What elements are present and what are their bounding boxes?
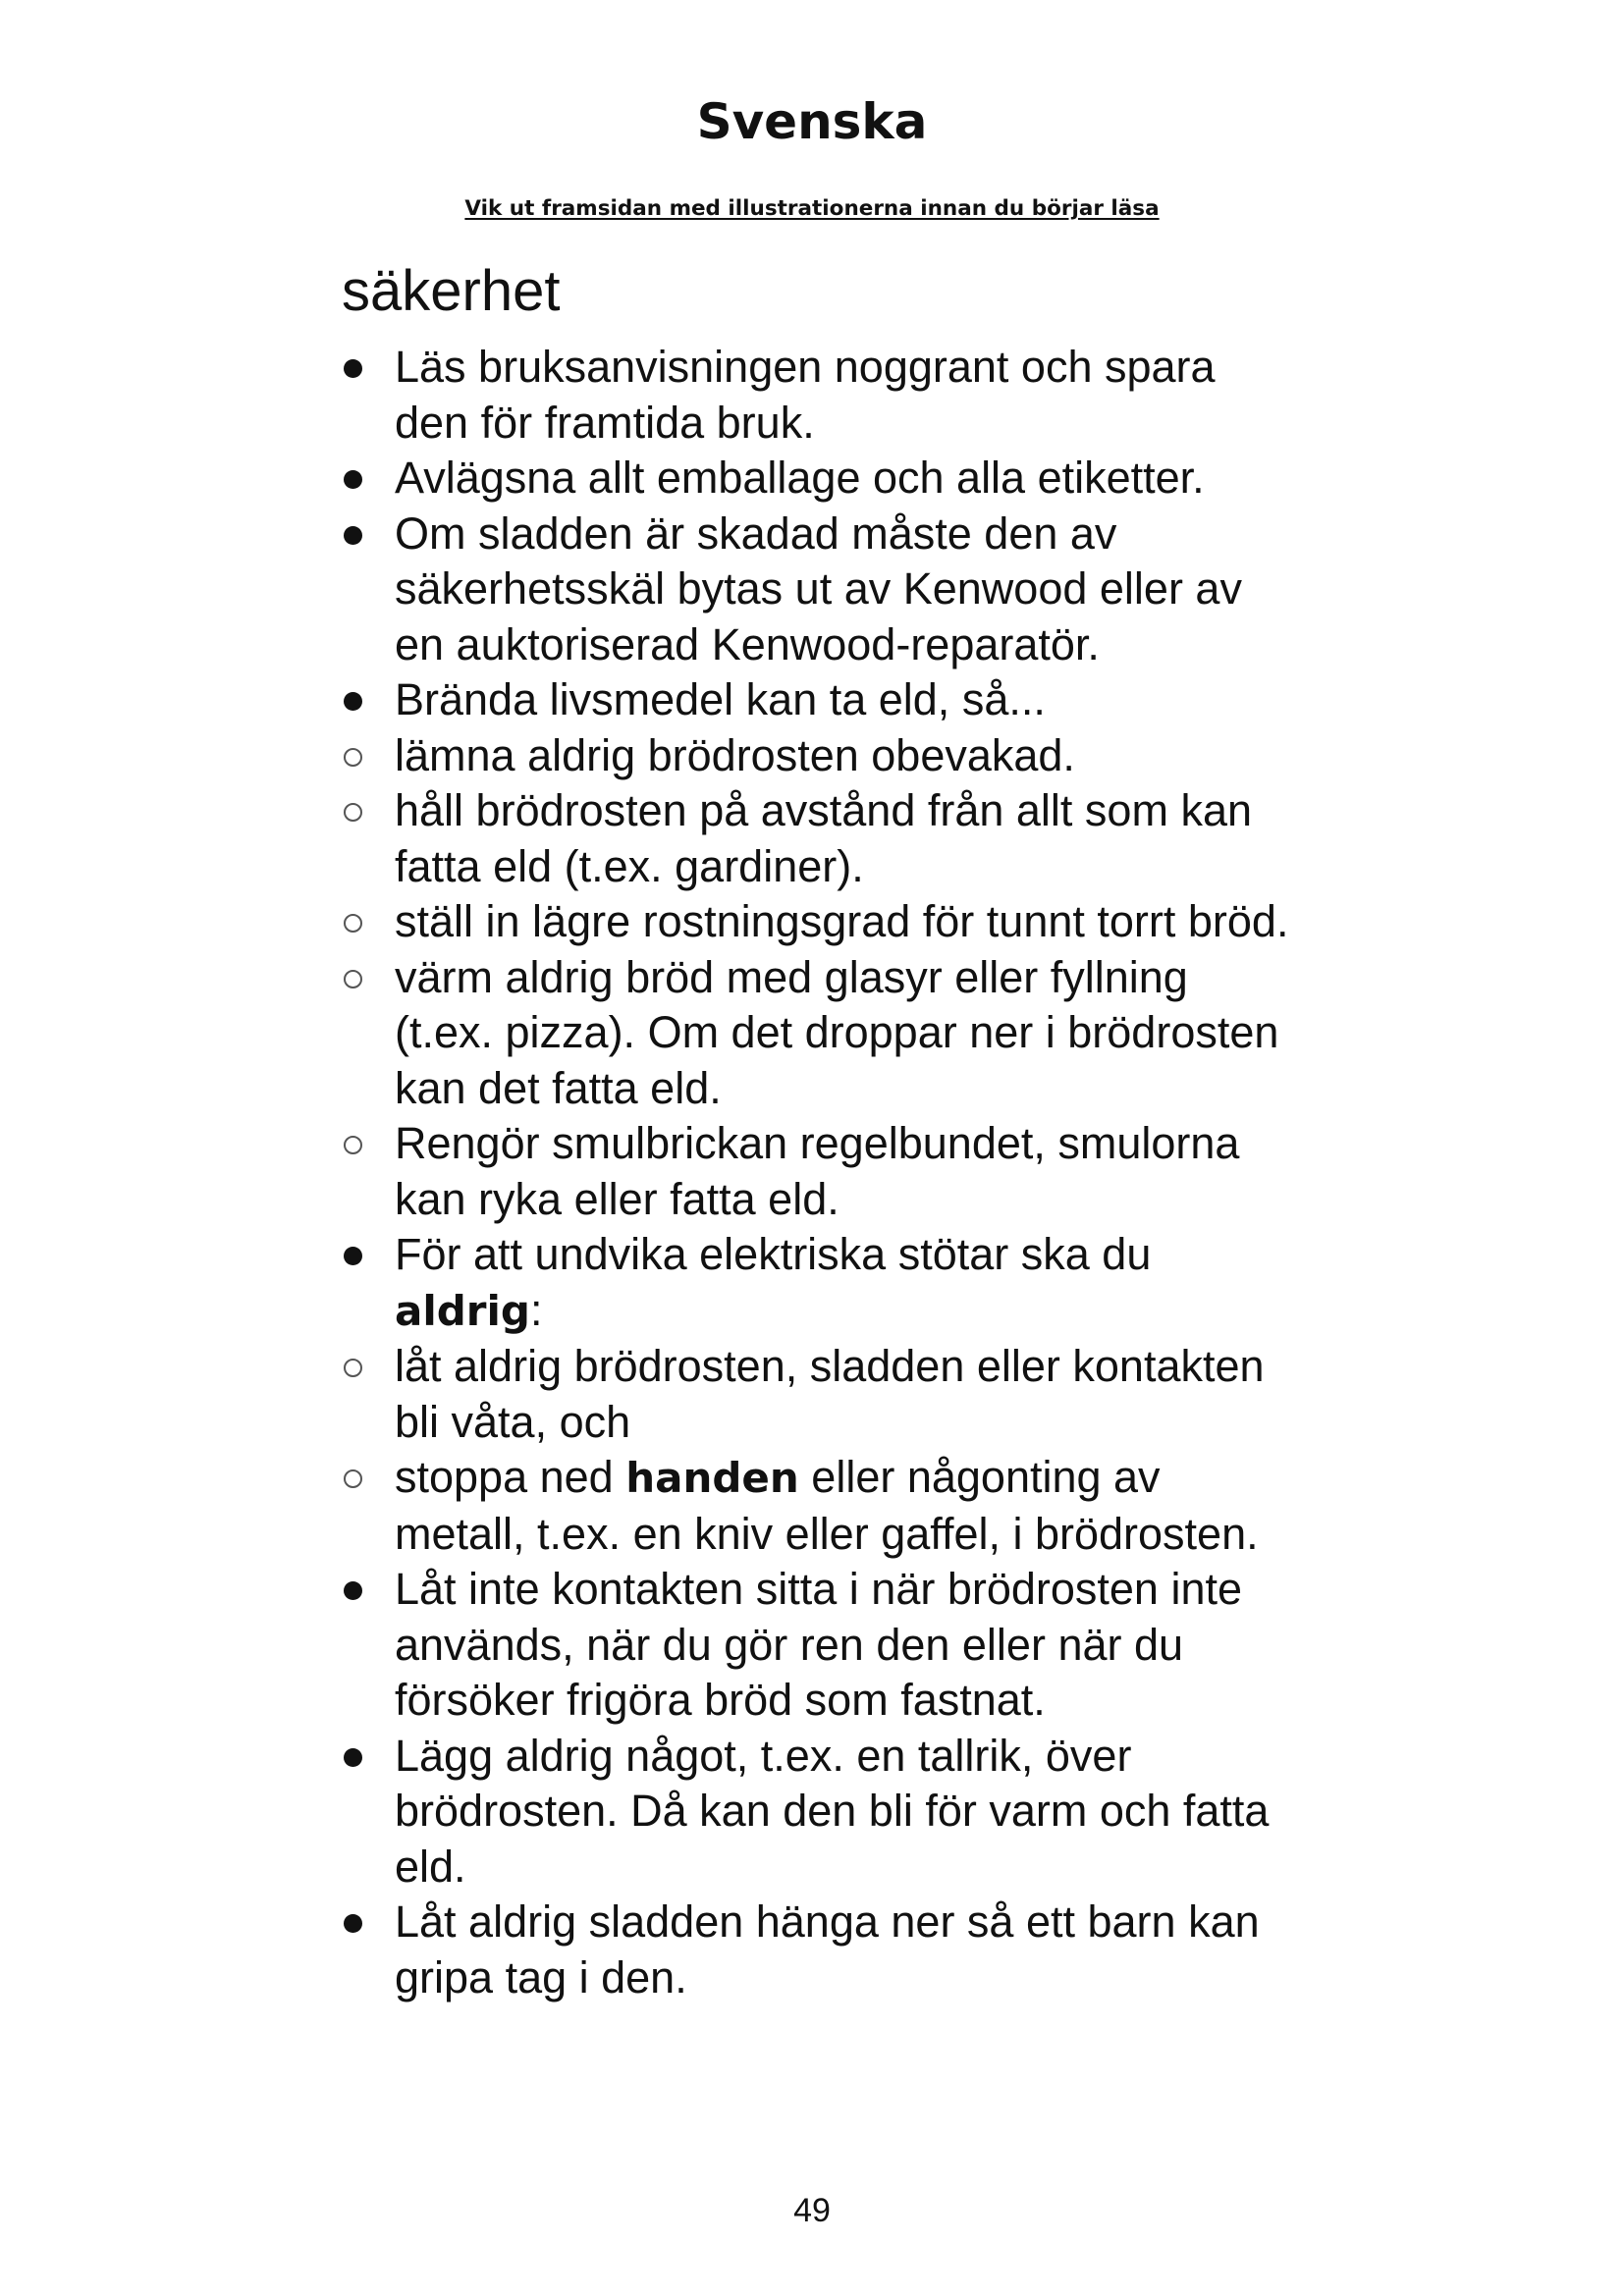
list-item: [0, 894, 1298, 950]
filled-bullet-icon: [344, 526, 362, 545]
hollow-bullet-icon: [344, 803, 362, 822]
list-item-text: håll brödrosten på avstånd från allt som kan fatta eld (t.ex. gardiner).: [395, 785, 1252, 891]
fold-out-instruction: Vik ut framsidan med illustrationerna innan du börjar läsa: [464, 196, 1160, 221]
list-item: [0, 783, 1298, 894]
safety-list: [0, 340, 1624, 2005]
list-item: [0, 1729, 1298, 1896]
filled-bullet-icon: [344, 470, 362, 489]
list-item-text-before: För att undvika elektriska stötar ska du: [395, 1229, 1152, 1279]
list-item-text: Om sladden är skadad måste den av säkerhetsskäl bytas ut av Kenwood eller av en auktoriserad Kenwood-reparatör.: [395, 507, 1242, 669]
section-heading: säkerhet: [342, 259, 561, 323]
list-item-text: värm aldrig bröd med glasyr eller fyllning (t.ex. pizza). Om det droppar ner i brödrosten kan det fatta eld.: [395, 951, 1279, 1113]
list-item: [0, 728, 1298, 784]
list-item: [0, 1450, 1298, 1562]
list-item-text-before: stoppa ned: [395, 1452, 626, 1502]
list-item: [0, 1562, 1298, 1729]
filled-bullet-icon: [344, 1748, 362, 1767]
hollow-bullet-icon: [344, 1359, 362, 1377]
list-item-text: Rengör smulbrickan regelbundet, smulorna kan ryka eller fatta eld.: [395, 1118, 1240, 1224]
emphasis-word: aldrig: [395, 1286, 530, 1335]
filled-bullet-icon: [344, 692, 362, 711]
list-item: [0, 1339, 1298, 1450]
list-item-text: Lägg aldrig något, t.ex. en tallrik, över brödrosten. Då kan den bli för varm och fatta eld.: [395, 1730, 1270, 1892]
list-item: [0, 507, 1298, 673]
filled-bullet-icon: [344, 1247, 362, 1265]
list-item-text-after: :: [529, 1284, 543, 1335]
hollow-bullet-icon: [344, 1469, 362, 1488]
emphasis-word: handen: [625, 1454, 799, 1502]
list-item: [0, 451, 1298, 507]
list-item-text: lämna aldrig brödrosten obevakad.: [395, 729, 1075, 780]
list-item-text: låt aldrig brödrosten, sladden eller kontakten bli våta, och: [395, 1341, 1265, 1447]
list-item: [0, 672, 1298, 728]
filled-bullet-icon: [344, 1581, 362, 1600]
hollow-bullet-icon: [344, 914, 362, 933]
hollow-bullet-icon: [344, 970, 362, 988]
list-item-text: Brända livsmedel kan ta eld, så...: [395, 674, 1046, 724]
list-item-text: ställ in lägre rostningsgrad för tunnt torrt bröd.: [395, 896, 1289, 946]
page-title: Svenska: [696, 93, 928, 150]
filled-bullet-icon: [344, 359, 362, 378]
list-item-text: Avlägsna allt emballage och alla etiketter.: [395, 453, 1205, 503]
list-item: [0, 950, 1298, 1117]
list-item-text-after: eller någonting av metall, t.ex. en kniv eller gaffel, i brödrosten.: [395, 1452, 1259, 1559]
list-item: [0, 340, 1298, 451]
hollow-bullet-icon: [344, 748, 362, 767]
list-item: [0, 1116, 1298, 1227]
list-item: [0, 1227, 1298, 1339]
list-item-text: Låt inte kontakten sitta i när brödrosten inte används, när du gör ren den eller när du försöker frigöra bröd som fastnat.: [395, 1564, 1243, 1725]
list-item: [0, 1895, 1298, 2005]
list-item-text: Läs bruksanvisningen noggrant och spara den för framtida bruk.: [395, 342, 1216, 448]
page-number: 49: [793, 2192, 831, 2229]
hollow-bullet-icon: [344, 1136, 362, 1154]
list-item-text: Låt aldrig sladden hänga ner så ett barn kan gripa tag i den.: [395, 1896, 1260, 2002]
filled-bullet-icon: [344, 1914, 362, 1933]
